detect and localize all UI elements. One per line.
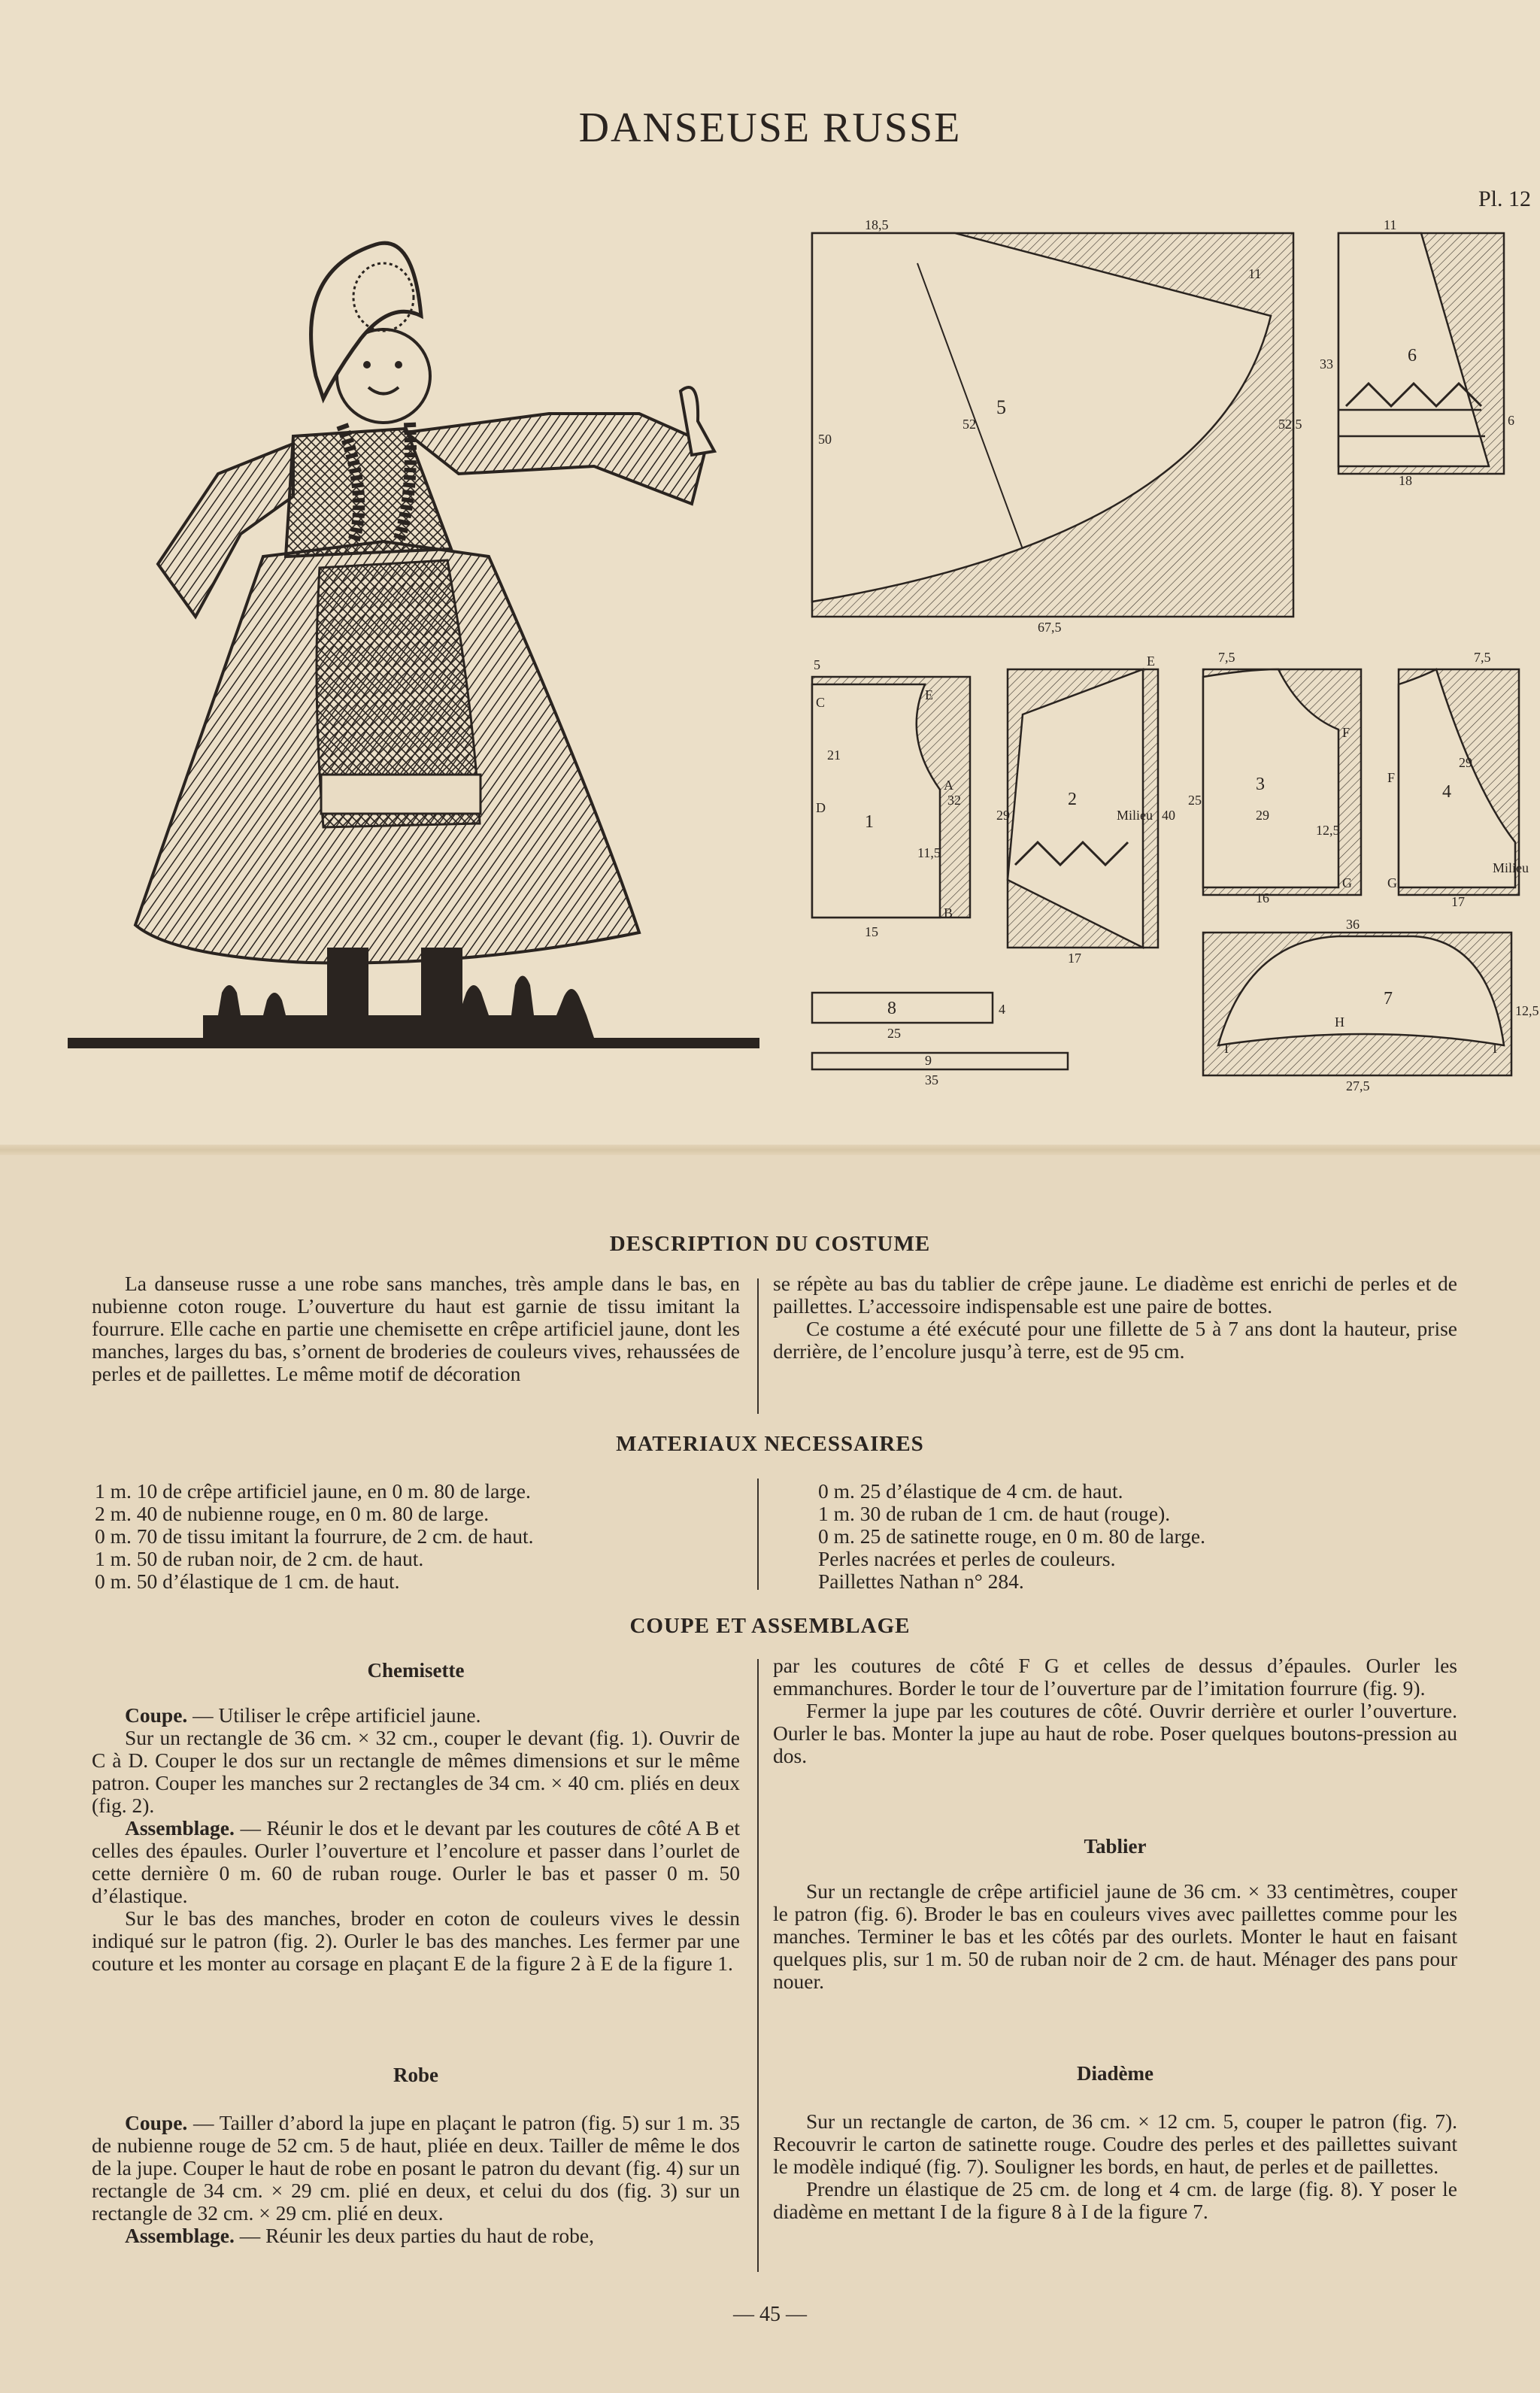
tablier-p1: Sur un rectangle de crêpe artificiel jaune de 36 cm. × 33 centimètres, couper le patron (fig. 6). Broder le bas en couleurs vives avec paillettes comme pour les manches. Terminer le bas et les côtés par des ourlets. Monter le haut en faisant quelques plis, sur 1 m. 50 de ruban noir de 2 cm. de haut. Ménager des pans pour nouer. — [773, 1879, 1457, 1993]
diademe-p1: Sur un rectangle de carton, de 36 cm. × 12 cm. 5, couper le patron (fig. 7). Recouvrir le carton de satinette rouge. Coudre des perles et des paillettes suivant le modèle indiqué (fig. 7). Souligner les bords, en haut, de perles et de paillettes. — [773, 2109, 1457, 2178]
assemblage-label: Assemblage. — [125, 1816, 235, 1839]
material-item: 2 m. 40 de nubienne rouge, en 0 m. 80 de large. — [95, 1502, 490, 1525]
material-item: 0 m. 25 d’élastique de 4 cm. de haut. — [818, 1479, 1123, 1503]
description-right — [773, 1272, 1457, 1363]
fig6-top-dim: 11 — [1384, 217, 1397, 232]
fig9-piece — [812, 1053, 1068, 1069]
materials-left-list — [95, 1480, 533, 1593]
column-divider — [757, 1659, 759, 2272]
fig1-number: 1 — [865, 812, 874, 832]
chemisette-p4: Sur le bas des manches, broder en coton de couleurs vives le dessin indiqué sur le patron (fig. 2). Ourler le bas des manches. Les fermer par une couture et les monter au corsage en plaçant E de la figure 2 à E de la figure 1. — [92, 1906, 740, 1975]
robe-text — [92, 2112, 740, 2247]
material-item: 1 m. 30 de ruban de 1 cm. de haut (rouge). — [818, 1502, 1171, 1525]
fig1-b: B — [944, 905, 953, 921]
description-title: DESCRIPTION DU COSTUME — [609, 1232, 931, 1256]
fig5-right-dim: 52,5 — [1278, 417, 1302, 432]
fig2-e: E — [1147, 654, 1155, 669]
column-divider — [757, 1479, 759, 1590]
diademe-text — [773, 2110, 1457, 2223]
fig2-number: 2 — [1068, 790, 1077, 809]
fig9-number: 9 — [925, 1053, 932, 1068]
coupe-label: Coupe. — [125, 2111, 188, 2134]
fig2-h-dim: 40 — [1162, 808, 1175, 823]
fig8-w-dim: 25 — [887, 1026, 901, 1041]
fig4-f: F — [1387, 770, 1396, 785]
robe-coupe: — Tailler d’abord la jupe en plaçant le patron (fig. 5) sur 1 m. 35 de nubienne rouge de 52 cm. 5 de haut, pliée en deux. Tailler de même le dos de la jupe. Couper le haut de robe en posant le patron du devant (fig. 4) sur un rectangle de 34 cm. × 29 cm. plié en deux, et celui du dos (fig. 3) sur un rectangle de 32 cm. × 29 cm. plié en deux. — [92, 2111, 740, 2225]
fig4-top-dim: 7,5 — [1474, 650, 1491, 665]
fig3-top-dim: 7,5 — [1218, 650, 1235, 665]
robe-continued — [773, 1654, 1457, 1767]
fig3-w-dim: 16 — [1256, 890, 1269, 905]
fig7-bottom-dim: 27,5 — [1346, 1078, 1370, 1093]
fig6-side-dim: 33 — [1320, 356, 1333, 372]
pattern-plate — [797, 217, 1539, 1106]
robe-cont2: Fermer la jupe par les coutures de côté. Ouvrir derrière et ourler l’ouverture. Ourler le bas. Monter la jupe au haut de robe. Poser quelques boutons-pression au dos. — [773, 1699, 1457, 1767]
page-title: DANSEUSE RUSSE — [578, 105, 962, 151]
materials-title: MATERIAUX NECESSAIRES — [616, 1432, 924, 1456]
fig1-21-dim: 21 — [827, 748, 841, 763]
fig2-w-dim: 17 — [1068, 951, 1081, 966]
fig4-number: 4 — [1442, 782, 1451, 802]
fig4-milieu: Milieu — [1493, 860, 1529, 875]
fig5-side-dim: 11 — [1248, 266, 1262, 281]
fig8-piece — [812, 993, 993, 1023]
fig3-h-dim: 25 — [1188, 793, 1202, 808]
fig3-29-dim: 29 — [1256, 808, 1269, 823]
robe-cont1: par les coutures de côté F G et celles de dessus d’épaules. Ourler les emmanchures. Border le tour de l’ouverture par de l’imitation fourrure (fig. 9). — [773, 1654, 1457, 1700]
fig6-band-dim: 6 — [1508, 413, 1514, 428]
fig3-number: 3 — [1256, 775, 1265, 794]
fig3-g: G — [1342, 875, 1352, 890]
material-item: 0 m. 70 de tissu imitant la fourrure, de 2 cm. de haut. — [95, 1524, 534, 1548]
chemisette-coupe: — Utiliser le crêpe artificiel jaune. — [187, 1703, 481, 1727]
fig1-w-dim: 15 — [865, 924, 878, 939]
assembly-title: COUPE ET ASSEMBLAGE — [629, 1614, 911, 1638]
fig4-g: G — [1387, 875, 1397, 890]
right-sleeve — [406, 414, 707, 504]
fig2-29-dim: 29 — [996, 808, 1010, 823]
chemisette-title: Chemisette — [367, 1659, 465, 1682]
diademe-p2: Prendre un élastique de 25 cm. de long et 4 cm. de large (fig. 8). Y poser le diadème en mettant I de la figure 8 à I de la figure 7. — [773, 2177, 1457, 2223]
description-right-text-1: se répète au bas du tablier de crêpe jaune. Le diadème est enrichi de perles et de paillettes. L’accessoire indispensable est une paire de bottes. — [773, 1272, 1457, 1318]
chemisette-text — [92, 1704, 740, 1975]
fig6-number: 6 — [1408, 346, 1417, 365]
materials-right-list — [818, 1480, 1205, 1593]
fig5-diag-dim: 52 — [962, 417, 976, 432]
description-left-text: La danseuse russe a une robe sans manches, très ample dans le bas, en nubienne coton rouge. L’ouverture du haut est garnie de tissu imitant la fourrure. Elle cache en partie une chemisette en crêpe artificiel jaune, dont les manches, larges du bas, s’ornent de broderies de couleurs vives, rehaussées de perles et de paillettes. Le même motif de décoration — [92, 1272, 740, 1385]
fig7-number: 7 — [1384, 989, 1393, 1008]
fig8-number: 8 — [887, 999, 896, 1018]
fig9-w-dim: 35 — [925, 1072, 938, 1087]
fig1-d: D — [816, 800, 826, 815]
material-item: Perles nacrées et perles de couleurs. — [818, 1547, 1116, 1570]
town-silhouette — [203, 976, 594, 1039]
fig5-number: 5 — [996, 396, 1006, 418]
fig7-i-left: I — [1224, 1041, 1229, 1056]
robe-title: Robe — [393, 2064, 438, 2086]
page-fold — [0, 1145, 1540, 1155]
fig4-29-dim: 29 — [1459, 755, 1472, 770]
fig7-top-dim: 36 — [1346, 917, 1360, 932]
fig1-a: A — [944, 778, 953, 793]
fig1-c: C — [816, 695, 826, 710]
fig7-i-right: I — [1493, 1041, 1497, 1056]
fig5-bottom-dim: 67,5 — [1038, 620, 1062, 635]
chemisette-p2: Sur un rectangle de 36 cm. × 32 cm., couper le devant (fig. 1). Ouvrir de C à D. Couper le dos sur un rectangle de mêmes dimensions et sur le même patron. Couper les manches sur 2 rectangles de 34 cm. × 40 cm. pliés en deux (fig. 2). — [92, 1726, 740, 1817]
dancer-illustration — [68, 226, 759, 1075]
description-right-text-2: Ce costume a été exécuté pour une fillette de 5 à 7 ans dont la hauteur, prise derrière, de l’encolure jusqu’à terre, est de 95 cm. — [773, 1317, 1457, 1363]
material-item: 1 m. 50 de ruban noir, de 2 cm. de haut. — [95, 1547, 424, 1570]
fig6-bottom-dim: 18 — [1399, 473, 1412, 488]
fig7-side-dim: 12,5 — [1515, 1003, 1539, 1018]
column-divider — [757, 1278, 759, 1414]
fig1-top-dim: 5 — [814, 657, 820, 672]
fig4-w-dim: 17 — [1451, 894, 1465, 909]
tablier-title: Tablier — [1084, 1835, 1147, 1858]
fig8-h-dim: 4 — [999, 1002, 1005, 1017]
chemisette-assemblage: — Réunir le dos et le devant par les coutures de côté A B et celles des épaules. Ourler l’ouverture et l’encolure et passer dans l’ourlet de cette dernière 0 m. 60 de ruban rouge. Ourler le bas et passer 0 m. 50 d’élastique. — [92, 1816, 740, 1907]
material-item: 0 m. 50 d’élastique de 1 cm. de haut. — [95, 1570, 400, 1593]
fig5-top-dim: 18,5 — [865, 217, 889, 232]
fig3-f: F — [1342, 725, 1351, 740]
plate-number: Pl. 12 — [1478, 187, 1531, 211]
fig3-125-dim: 12,5 — [1316, 823, 1340, 838]
page-number: — 45 — — [733, 2303, 807, 2326]
robe-assemblage: — Réunir les deux parties du haut de robe, — [234, 2224, 594, 2247]
material-item: Paillettes Nathan n° 284. — [818, 1570, 1024, 1593]
tablier-text — [773, 1880, 1457, 1993]
diademe-title: Diadème — [1077, 2062, 1153, 2085]
material-item: 0 m. 25 de satinette rouge, en 0 m. 80 de large. — [818, 1524, 1205, 1548]
ground-line — [68, 1038, 759, 1048]
coupe-label: Coupe. — [125, 1703, 188, 1727]
fig2-milieu: Milieu — [1117, 808, 1153, 823]
fig7-h: H — [1335, 1015, 1344, 1030]
assemblage-label: Assemblage. — [125, 2224, 235, 2247]
material-item: 1 m. 10 de crêpe artificiel jaune, en 0 m. 80 de large. — [95, 1479, 531, 1503]
fig1-e: E — [925, 687, 933, 702]
description-left — [92, 1272, 740, 1385]
apron-band — [321, 775, 480, 814]
fig5-left-dim: 50 — [818, 432, 832, 447]
fig1-115-dim: 11,5 — [917, 845, 941, 860]
fig1-h-dim: 32 — [947, 793, 961, 808]
